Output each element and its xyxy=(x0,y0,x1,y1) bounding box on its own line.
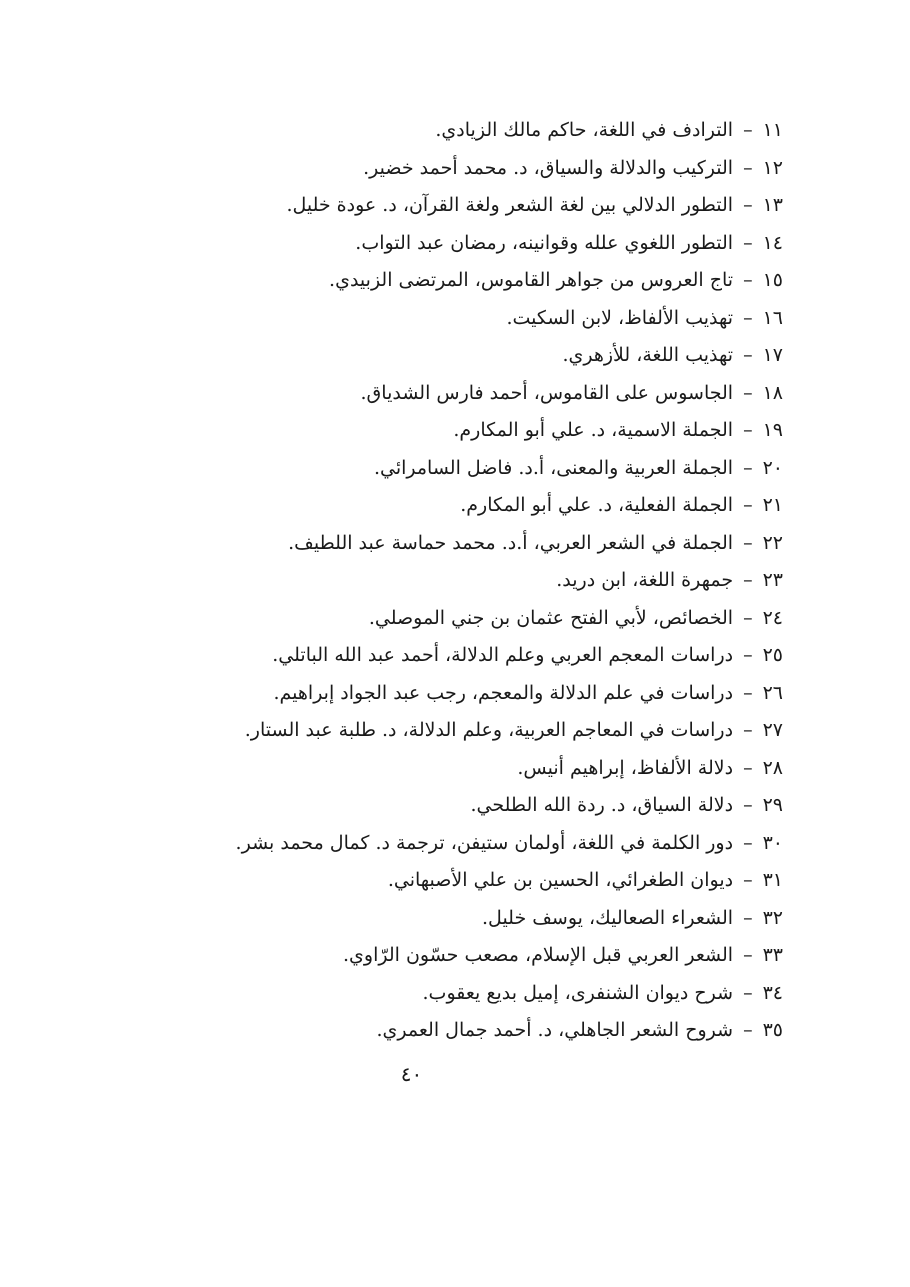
entry-number: ٣٢ xyxy=(762,906,783,929)
entry-number: ٢٩ xyxy=(762,794,783,816)
bibliography-entry xyxy=(63,187,783,225)
entry-separator: – xyxy=(743,681,753,704)
entry-text: تهذيب الألفاظ، لابن السكيت. xyxy=(506,306,734,329)
entry-separator: – xyxy=(743,531,753,554)
entry-separator: – xyxy=(743,456,753,479)
entry-separator: – xyxy=(743,119,753,141)
bibliography-entry xyxy=(63,825,783,863)
bibliography-entry xyxy=(63,525,783,563)
entry-number: ١٣ xyxy=(762,194,783,216)
entry-text: التطور اللغوي علله وقوانينه، رمضان عبد التواب. xyxy=(355,231,734,254)
entry-number: ٣٣ xyxy=(762,944,783,966)
entry-number: ١١ xyxy=(762,119,783,141)
bibliography-entry xyxy=(63,975,783,1013)
entry-separator: – xyxy=(743,794,753,816)
entry-text: ديوان الطغرائي، الحسين بن علي الأصبهاني. xyxy=(387,869,734,891)
entry-number: ٢٣ xyxy=(762,569,783,591)
entry-number: ١٢ xyxy=(762,156,783,179)
entry-text: جمهرة اللغة، ابن دريد. xyxy=(556,569,734,591)
entry-separator: – xyxy=(743,569,753,591)
entry-number: ١٧ xyxy=(762,344,783,366)
bibliography-entry xyxy=(63,637,783,675)
entry-separator: – xyxy=(743,981,753,1004)
bibliography-entry xyxy=(63,712,783,750)
entry-number: ١٥ xyxy=(762,269,783,291)
bibliography-entry xyxy=(63,862,783,900)
entry-text: الجاسوس على القاموس، أحمد فارس الشدياق. xyxy=(360,381,734,404)
entry-number: ٢٠ xyxy=(762,456,783,479)
entry-number: ١٩ xyxy=(762,419,783,441)
bibliography-entry xyxy=(63,1012,783,1050)
page-number: ٤٠ xyxy=(400,1062,423,1086)
bibliography-entry xyxy=(63,450,783,488)
bibliography-entry xyxy=(63,150,783,188)
entry-separator: – xyxy=(743,756,753,779)
entry-number: ٢٤ xyxy=(762,606,783,629)
entry-separator: – xyxy=(743,644,753,666)
entry-separator: – xyxy=(743,231,753,254)
entry-number: ٣١ xyxy=(762,869,783,891)
bibliography-entry xyxy=(63,337,783,375)
entry-number: ٢٦ xyxy=(762,681,783,704)
entry-number: ٢٧ xyxy=(762,719,783,741)
bibliography-entry xyxy=(63,375,783,413)
entry-text: تهذيب اللغة، للأزهري. xyxy=(562,344,734,366)
bibliography-entry xyxy=(63,412,783,450)
entry-separator: – xyxy=(743,944,753,966)
entry-text: تاج العروس من جواهر القاموس، المرتضى الزبيدي. xyxy=(329,269,734,291)
entry-separator: – xyxy=(743,831,753,854)
entry-separator: – xyxy=(743,869,753,891)
entry-number: ٣٥ xyxy=(762,1019,783,1041)
bibliography-entry xyxy=(63,262,783,300)
bibliography-entry xyxy=(63,750,783,788)
entry-number: ١٨ xyxy=(762,381,783,404)
entry-separator: – xyxy=(743,419,753,441)
entry-number: ١٤ xyxy=(762,231,783,254)
entry-text: دراسات في المعاجم العربية، وعلم الدلالة، د. طلبة عبد الستار. xyxy=(244,719,734,741)
entry-text: الجملة في الشعر العربي، أ.د. محمد حماسة عبد اللطيف. xyxy=(288,531,734,554)
entry-text: دلالة السياق، د. ردة الله الطلحي. xyxy=(470,794,734,816)
entry-text: شروح الشعر الجاهلي، د. أحمد جمال العمري. xyxy=(376,1019,734,1041)
bibliography-entry xyxy=(63,225,783,263)
entry-number: ٢٥ xyxy=(762,644,783,666)
entry-separator: – xyxy=(743,606,753,629)
entry-separator: – xyxy=(743,344,753,366)
entry-text: شرح ديوان الشنفرى، إميل بديع يعقوب. xyxy=(422,981,734,1004)
entry-separator: – xyxy=(743,306,753,329)
entry-number: ٣٠ xyxy=(762,831,783,854)
entry-text: الجملة الفعلية، د. علي أبو المكارم. xyxy=(460,494,734,516)
entry-text: دراسات المعجم العربي وعلم الدلالة، أحمد عبد الله الباتلي. xyxy=(272,644,734,666)
bibliography-entry xyxy=(63,112,783,150)
entry-number: ٢٨ xyxy=(762,756,783,779)
entry-separator: – xyxy=(743,269,753,291)
entry-number: ٢١ xyxy=(762,494,783,516)
bibliography-entry xyxy=(63,675,783,713)
entry-number: ٣٤ xyxy=(762,981,783,1004)
entry-text: الشعر العربي قبل الإسلام، مصعب حسّون الرّاوي. xyxy=(343,944,734,966)
entry-text: التركيب والدلالة والسياق، د. محمد أحمد خضير. xyxy=(363,156,734,179)
bibliography-entry xyxy=(63,787,783,825)
bibliography-list xyxy=(63,112,783,1050)
entry-text: الشعراء الصعاليك، يوسف خليل. xyxy=(482,906,734,929)
bibliography-entry xyxy=(63,487,783,525)
entry-text: الجملة الاسمية، د. علي أبو المكارم. xyxy=(453,419,734,441)
entry-text: دور الكلمة في اللغة، أولمان ستيفن، ترجمة د. كمال محمد بشر. xyxy=(235,831,734,854)
bibliography-entry xyxy=(63,300,783,338)
entry-separator: – xyxy=(743,494,753,516)
entry-number: ١٦ xyxy=(762,306,783,329)
entry-text: دراسات في علم الدلالة والمعجم، رجب عبد الجواد إبراهيم. xyxy=(273,681,734,704)
entry-text: التطور الدلالي بين لغة الشعر ولغة القرآن، د. عودة خليل. xyxy=(286,194,734,216)
entry-text: الخصائص، لأبي الفتح عثمان بن جني الموصلي. xyxy=(368,606,734,629)
entry-text: الترادف في اللغة، حاكم مالك الزيادي. xyxy=(435,119,734,141)
entry-separator: – xyxy=(743,719,753,741)
entry-separator: – xyxy=(743,194,753,216)
bibliography-entry xyxy=(63,562,783,600)
entry-separator: – xyxy=(743,1019,753,1041)
bibliography-entry xyxy=(63,900,783,938)
entry-text: دلالة الألفاظ، إبراهيم أنيس. xyxy=(517,756,734,779)
entry-text: الجملة العربية والمعنى، أ.د. فاضل السامرائي. xyxy=(373,456,734,479)
entry-separator: – xyxy=(743,381,753,404)
bibliography-entry xyxy=(63,600,783,638)
entry-separator: – xyxy=(743,906,753,929)
bibliography-entry xyxy=(63,937,783,975)
entry-number: ٢٢ xyxy=(762,531,783,554)
entry-separator: – xyxy=(743,156,753,179)
